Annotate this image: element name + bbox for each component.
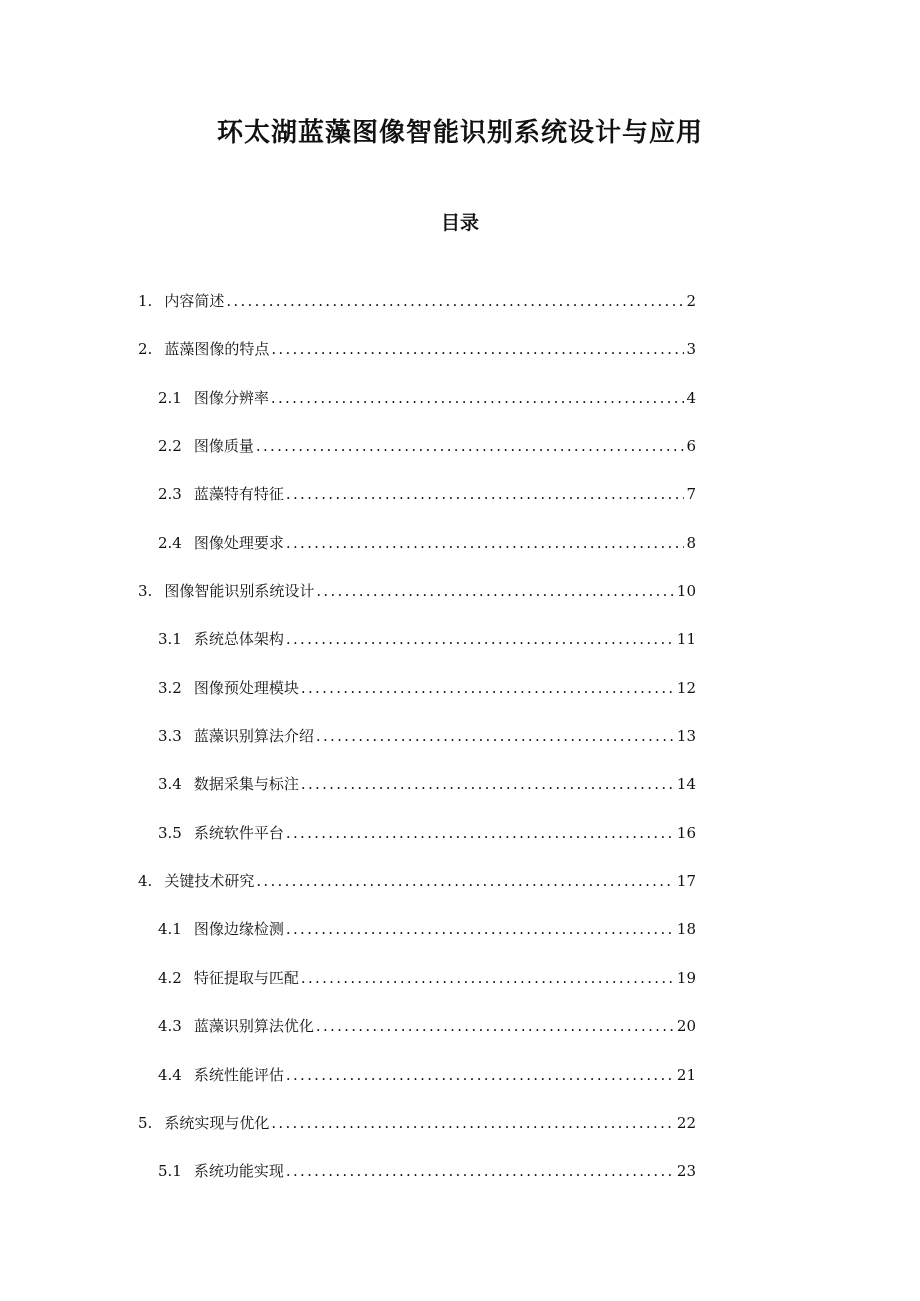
toc-entry[interactable] xyxy=(138,769,696,817)
toc-dot-leader xyxy=(301,673,675,703)
toc-entry-number: 2.4 xyxy=(158,533,182,552)
toc-dot-leader xyxy=(316,1011,675,1041)
toc-entry-number: 1. xyxy=(138,292,153,310)
toc-entry[interactable] xyxy=(138,1011,696,1059)
toc-entry[interactable] xyxy=(138,1156,696,1204)
toc-dot-leader xyxy=(256,866,675,896)
toc-dot-leader xyxy=(286,1060,675,1090)
toc-entry-label: 系统性能评估 xyxy=(193,1065,284,1084)
toc-entry-page: 10 xyxy=(676,582,696,601)
toc-dot-leader xyxy=(286,914,675,944)
toc-entry-number: 2.1 xyxy=(158,388,182,407)
toc-entry[interactable] xyxy=(138,866,696,914)
toc-entry-number: 4. xyxy=(138,872,153,891)
toc-entry-label: 系统软件平台 xyxy=(193,823,284,842)
toc-dot-leader xyxy=(271,1108,675,1138)
toc-entry-page: 2 xyxy=(686,292,696,310)
toc-entry-page: 20 xyxy=(676,1017,696,1036)
toc-entry-page: 22 xyxy=(676,1113,696,1132)
toc-entry-label: 蓝藻识别算法介绍 xyxy=(193,727,314,746)
toc-entry[interactable] xyxy=(138,334,696,382)
toc-entry[interactable] xyxy=(138,528,696,576)
toc-entry-number: 4.4 xyxy=(158,1065,182,1084)
toc-entry-page: 11 xyxy=(676,630,696,649)
toc-entry-page: 12 xyxy=(676,678,696,697)
document-title: 环太湖蓝藻图像智能识别系统设计与应用 xyxy=(216,118,703,148)
toc-dot-leader xyxy=(286,1156,675,1186)
toc-entry[interactable] xyxy=(138,1108,696,1156)
toc-entry-number: 3. xyxy=(138,582,153,601)
toc-entry-number: 5. xyxy=(138,1113,153,1132)
toc-dot-leader xyxy=(316,721,675,751)
toc-entry-label: 系统功能实现 xyxy=(193,1162,284,1181)
toc-entry-label: 系统总体架构 xyxy=(193,630,284,649)
toc-entry-label: 蓝藻图像的特点 xyxy=(164,340,270,359)
toc-entry-page: 8 xyxy=(686,533,696,552)
toc-dot-leader xyxy=(301,769,675,799)
toc-entry-label: 内容简述 xyxy=(164,292,225,310)
toc-entry[interactable] xyxy=(138,673,696,721)
toc-entry[interactable] xyxy=(138,479,696,527)
toc-entry[interactable] xyxy=(138,963,696,1011)
toc-entry-number: 3.1 xyxy=(158,630,182,649)
toc-entry-label: 关键技术研究 xyxy=(164,872,255,891)
toc-entry-label: 图像分辨率 xyxy=(193,388,269,407)
toc-entry-label: 数据采集与标注 xyxy=(193,775,299,794)
toc-entry-number: 3.3 xyxy=(158,727,182,746)
toc-dot-leader xyxy=(271,334,684,364)
toc-entry[interactable] xyxy=(138,383,696,431)
toc-dot-leader xyxy=(271,383,685,413)
toc-dot-leader xyxy=(256,431,685,461)
toc-entry-label: 特征提取与匹配 xyxy=(193,968,299,987)
toc-entry-page: 21 xyxy=(676,1065,696,1084)
toc-entry[interactable] xyxy=(138,286,696,334)
table-of-contents xyxy=(138,286,696,1205)
toc-entry[interactable] xyxy=(138,431,696,479)
toc-dot-leader xyxy=(226,286,684,316)
toc-entry[interactable] xyxy=(138,818,696,866)
toc-entry-number: 2. xyxy=(138,340,153,359)
toc-entry-number: 3.5 xyxy=(158,823,182,842)
toc-entry-number: 3.4 xyxy=(158,775,182,794)
toc-entry-number: 2.2 xyxy=(158,437,182,456)
toc-entry-label: 图像预处理模块 xyxy=(193,678,299,697)
toc-entry-label: 图像质量 xyxy=(193,437,254,456)
toc-dot-leader xyxy=(316,576,675,606)
toc-dot-leader xyxy=(286,528,685,558)
toc-entry-number: 4.1 xyxy=(158,920,182,939)
toc-entry-page: 23 xyxy=(676,1162,696,1181)
toc-entry-page: 4 xyxy=(686,388,696,407)
toc-entry-number: 2.3 xyxy=(158,485,182,504)
toc-entry[interactable] xyxy=(138,914,696,962)
toc-entry-number: 3.2 xyxy=(158,678,182,697)
toc-entry-page: 19 xyxy=(676,968,696,987)
toc-dot-leader xyxy=(286,479,685,509)
toc-entry[interactable] xyxy=(138,1060,696,1108)
toc-entry-page: 14 xyxy=(676,775,696,794)
toc-entry-page: 7 xyxy=(686,485,696,504)
toc-entry-label: 蓝藻识别算法优化 xyxy=(193,1017,314,1036)
toc-entry-label: 蓝藻特有特征 xyxy=(193,485,284,504)
toc-entry-page: 13 xyxy=(676,727,696,746)
toc-heading: 目录 xyxy=(440,212,479,234)
toc-entry-page: 3 xyxy=(686,340,696,359)
toc-entry-label: 图像智能识别系统设计 xyxy=(164,582,315,601)
toc-entry-label: 系统实现与优化 xyxy=(164,1113,270,1132)
toc-entry-number: 4.2 xyxy=(158,968,182,987)
toc-entry[interactable] xyxy=(138,721,696,769)
toc-entry-number: 5.1 xyxy=(158,1162,182,1181)
toc-entry-label: 图像边缘检测 xyxy=(193,920,284,939)
toc-dot-leader xyxy=(286,624,675,654)
toc-entry-label: 图像处理要求 xyxy=(193,533,284,552)
toc-entry-page: 18 xyxy=(676,920,696,939)
toc-entry[interactable] xyxy=(138,624,696,672)
toc-dot-leader xyxy=(286,818,675,848)
toc-entry-number: 4.3 xyxy=(158,1017,182,1036)
toc-entry-page: 6 xyxy=(686,437,696,456)
toc-entry[interactable] xyxy=(138,576,696,624)
toc-entry-page: 16 xyxy=(676,823,696,842)
toc-dot-leader xyxy=(301,963,675,993)
toc-entry-page: 17 xyxy=(676,872,696,891)
